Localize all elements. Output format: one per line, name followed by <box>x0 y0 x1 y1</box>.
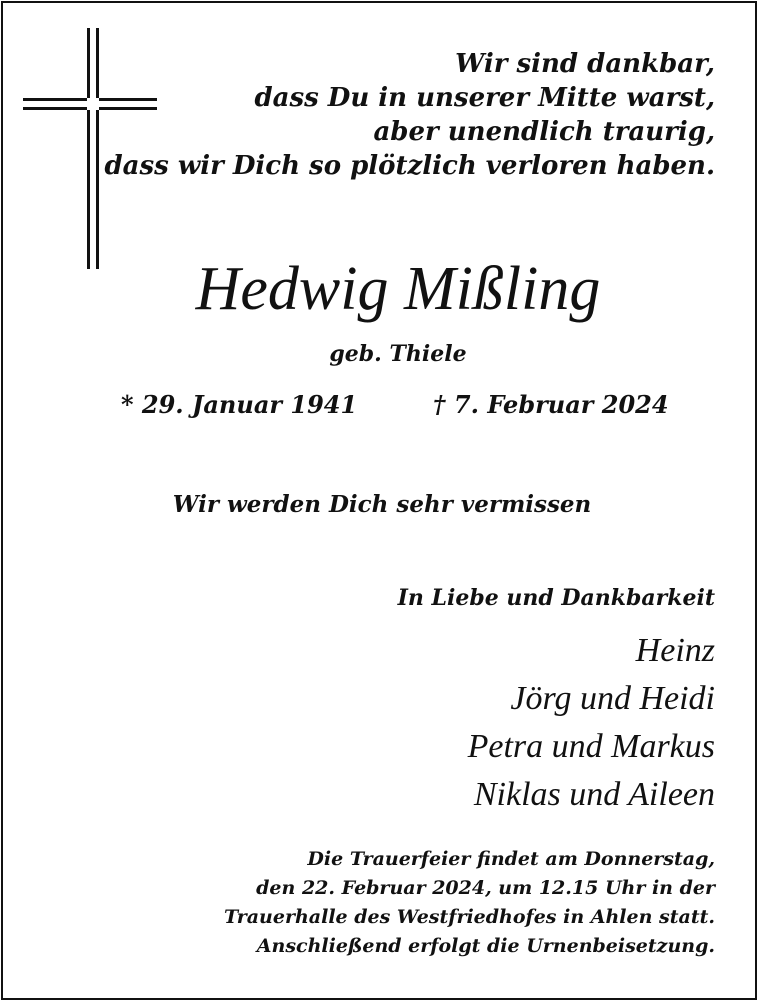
family-member: Jörg und Heidi <box>510 680 715 717</box>
poem-line: Wir sind dankbar, <box>455 49 715 79</box>
notice-line: Trauerhalle des Westfriedhofes in Ahlen statt. <box>223 906 715 928</box>
birth-date: * 29. Januar 1941 <box>121 390 358 419</box>
obituary-notice <box>1 1 757 1000</box>
birth-name: geb. Thiele <box>329 341 467 367</box>
poem-line: dass Du in unserer Mitte warst, <box>254 83 715 113</box>
poem-line: dass wir Dich so plötzlich verloren haben. <box>104 151 715 181</box>
poem <box>75 47 715 183</box>
family-member: Petra und Markus <box>467 728 715 765</box>
notice-line: Die Trauerfeier findet am Donnerstag, <box>307 848 715 870</box>
poem-line: aber unendlich traurig, <box>373 117 715 147</box>
family-member: Heinz <box>635 632 715 669</box>
funeral-notice <box>55 845 715 961</box>
notice-line: den 22. Februar 2024, um 12.15 Uhr in der <box>256 877 715 899</box>
family-member: Niklas und Aileen <box>473 776 715 813</box>
family-list <box>468 627 715 819</box>
signoff: In Liebe und Dankbarkeit <box>397 585 715 611</box>
miss-line: Wir werden Dich sehr vermissen <box>172 491 592 518</box>
death-date: † 7. Februar 2024 <box>433 390 669 419</box>
deceased-name: Hedwig Mißling <box>195 255 601 323</box>
notice-line: Anschließend erfolgt die Urnenbeisetzung. <box>256 935 715 957</box>
